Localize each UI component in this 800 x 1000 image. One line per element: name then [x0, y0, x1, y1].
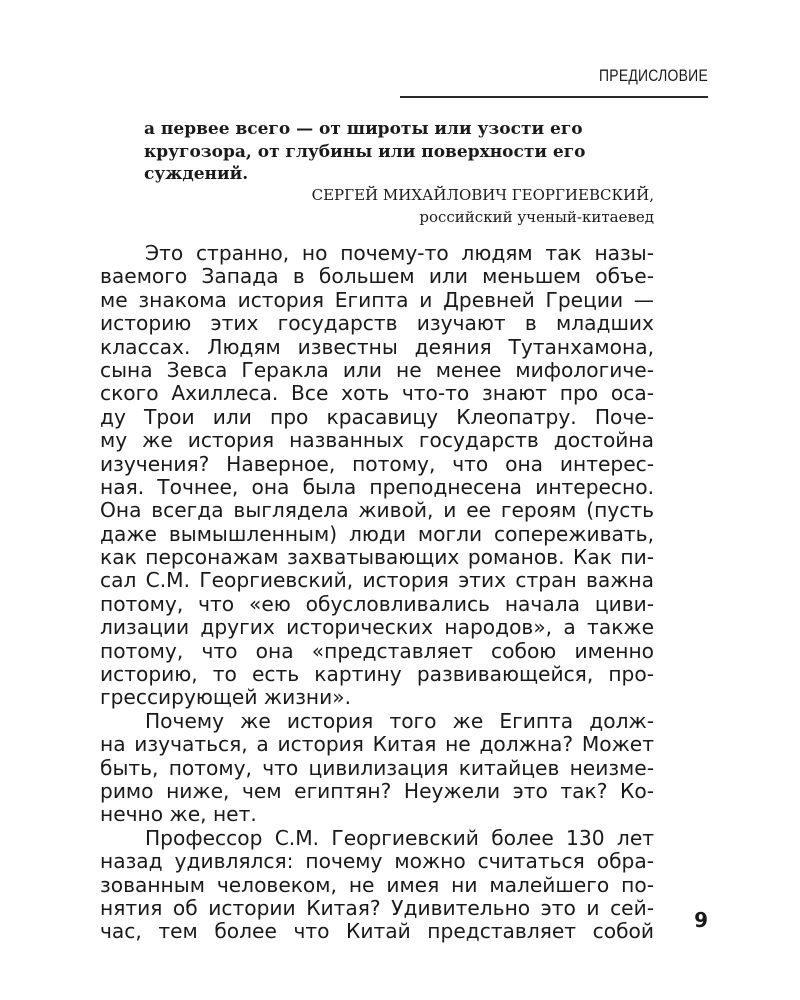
text-line: Почему же история того же Египта долж-	[145, 709, 654, 733]
text-line: историю, то есть картину развивающейся, про-	[100, 663, 654, 687]
epigraph-author: СЕРГЕЙ МИХАЙЛОВИЧ ГЕОРГИЕВСКИЙ,	[311, 186, 654, 204]
text-line: му же история названных государств достойна	[100, 429, 654, 453]
epigraph-attribution	[200, 184, 654, 228]
text-line: на изучаться, а история Китая не должна? Может	[100, 733, 654, 757]
running-header-title: ПРЕДИСЛОВИЕ	[599, 66, 708, 85]
text-line: ная. Точнее, она была преподнесена интересно.	[100, 475, 654, 499]
text-line: ваемого Запада в большем или меньшем объе-	[100, 265, 654, 289]
text-line: сал С.М. Георгиевский, история этих стран важна	[100, 569, 654, 593]
text-line: Она всегда выглядела живой, и ее героям (пусть	[100, 499, 654, 523]
text-line: римо ниже, чем египтян? Неужели это так? Ко-	[100, 779, 654, 803]
text-line: классах. Людям известны деяния Тутанхамона,	[100, 335, 654, 359]
text-line: час, тем более что Китай представляет собой	[100, 920, 654, 944]
epigraph-author-title: российский ученый-китаевед	[419, 208, 654, 226]
text-line: ду Трои или про красавицу Клеопатру. Поче-	[100, 405, 654, 429]
text-line: грессирующей жизни».	[100, 686, 352, 710]
text-line: ского Ахиллеса. Все хоть что-то знают про оса-	[100, 382, 654, 406]
page-number: 9	[694, 908, 708, 932]
text-line: ме знакома история Египта и Древней Греции —	[100, 288, 654, 312]
epigraph	[144, 118, 654, 186]
text-line: даже вымышленным) люди могли сопереживать,	[100, 522, 654, 546]
text-line: Профессор С.М. Георгиевский более 130 лет	[145, 826, 654, 850]
epigraph-line: суждений.	[144, 164, 249, 184]
text-line: историю этих государств изучают в младших	[100, 312, 654, 336]
text-line: Это странно, но почему-то людям так назы-	[145, 242, 654, 265]
epigraph-line: кругозора, от глубины или поверхности его	[144, 141, 586, 162]
text-line: нятия об истории Китая? Удивительно это и сей-	[100, 896, 654, 920]
text-line: зованным человеком, не имея ни малейшего по-	[100, 873, 654, 897]
text-line: сына Зевса Геракла или не менее мифологиче-	[100, 358, 654, 382]
text-line: лизации других исторических народов», а также	[100, 616, 654, 640]
body-text	[100, 242, 654, 944]
text-line: изучения? Наверное, потому, что она интерес-	[100, 452, 654, 476]
text-line: быть, потому, что цивилизация китайцев неизме-	[100, 756, 654, 780]
text-line: как персонажам захватывающих романов. Как пи-	[100, 546, 654, 570]
text-line: потому, что «ею обусловливались начала циви-	[100, 592, 654, 616]
text-line: потому, что она «представляет собою именно	[100, 639, 654, 663]
text-line: нечно же, нет.	[100, 803, 257, 827]
text-line: назад удивлялся: почему можно считаться обра-	[100, 850, 654, 874]
epigraph-line: а первее всего — от широты или узости его	[144, 119, 583, 139]
header-rule	[400, 96, 708, 98]
